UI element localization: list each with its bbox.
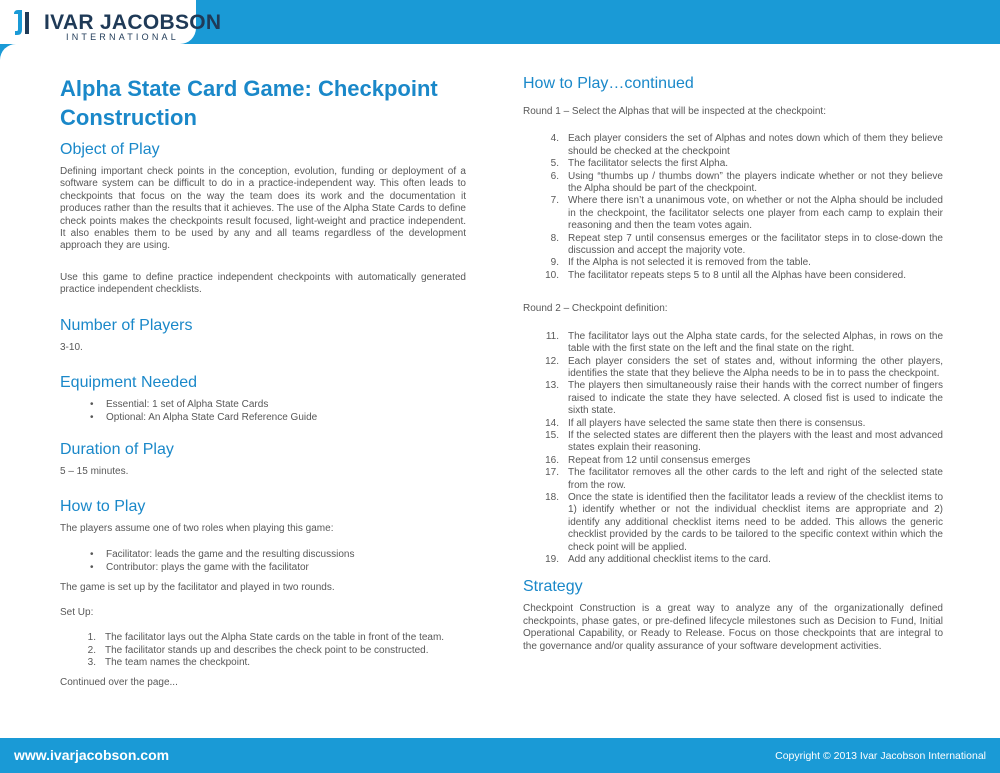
page-title: Alpha State Card Game: Checkpoint Construction	[60, 76, 438, 130]
round1-label: Round 1 – Select the Alphas that will be inspected at the checkpoint:	[523, 106, 826, 117]
list-item: 3. The team names the checkpoint.	[87, 657, 251, 669]
list-item: 14. If all players have selected the same state then there is consensus.	[545, 417, 866, 429]
object-paragraph-1: Defining important check points in the conception, evolution, funding or deployment of a software system can be difficult to do in a practice-independent way. This often leads to checkpoints that focus on the way the team does its work and the documentation it produces rather than the results that it achieves. The use of the Alpha State Cards to define check points makes the checkpoints result focused, light-weight and practice independent. It also enables them to be used by any and all teams regardless of the development approach they are using.	[60, 166, 466, 252]
list-item: 8. Repeat step 7 until consensus emerges or the facilitator steps in to close-down the discussion and accept the majority vote.	[550, 232, 943, 257]
left-column	[60, 60, 466, 696]
list-item: 16. Repeat from 12 until consensus emerges	[545, 454, 751, 466]
list-item: • Contributor: plays the game with the facilitator	[104, 562, 466, 574]
continued-note: Continued over the page...	[60, 676, 178, 688]
duration-value: 5 – 15 minutes.	[60, 465, 129, 477]
players-heading: Number of Players	[60, 316, 193, 334]
strategy-text: Checkpoint Construction is a great way to analyze any of the organizationally defined checkpoints, phase gates, or pre-defined lifecycle milestones such as Decision to Fund, Initial Operational Capability, or Ready to Release. Focus on those checkpoints that are integral to the governance and/or quality assurance of your software development activities.	[523, 603, 943, 652]
list-item: 7. Where there isn’t a unanimous vote, on whether or not the Alpha should be included in the checkpoint, the facilitator selects one player from each camp to explain their reasoning and then the team votes again.	[550, 195, 943, 232]
list-item: • Essential: 1 set of Alpha State Cards	[104, 399, 466, 411]
list-item: 12. Each player considers the set of states and, without informing the other players, identifies the state that they believe the Alpha needs to be in to pass the checkpoint.	[545, 355, 943, 379]
roles-list	[60, 549, 466, 575]
list-item: 15. If the selected states are different then the players with the least and most advanced states explain their reasoning.	[545, 429, 943, 454]
strategy-heading: Strategy	[523, 578, 583, 596]
howto-continued-heading: How to Play…continued	[523, 75, 694, 92]
list-item: • Optional: An Alpha State Card Reference Guide	[104, 412, 466, 424]
list-item: 1. The facilitator lays out the Alpha State cards on the table in front of the team.	[87, 632, 445, 644]
object-heading: Object of Play	[60, 141, 160, 158]
equipment-heading: Equipment Needed	[60, 374, 197, 392]
round1-steps	[523, 133, 943, 282]
logo-subtitle: INTERNATIONAL	[66, 32, 179, 42]
list-item: • Facilitator: leads the game and the resulting discussions	[104, 549, 466, 561]
setup-label: Set Up:	[60, 606, 94, 618]
list-item: 17. The facilitator removes all the other cards to the left and right of the selected state from the row.	[545, 467, 943, 491]
equipment-list	[60, 399, 466, 425]
footer-url-link[interactable]: www.ivarjacobson.com	[14, 747, 170, 763]
logo-name: IVAR JACOBSON	[44, 11, 222, 34]
list-item: 4. Each player considers the set of Alphas and notes down which of them they believe should be checked at the checkpoint	[550, 133, 943, 157]
setup-intro: The game is set up by the facilitator and played in two rounds.	[60, 581, 335, 593]
list-item: 6. Using “thumbs up / thumbs down” the players indicate whether or not they believe the Alpha should be part of the checkpoint.	[550, 170, 943, 195]
list-item: 18. Once the state is identified then the facilitator leads a review of the checklist items to 1) identify whether or not the individual checklist items are appropriate and 2) identify any additional checklist items need to be added. This allows the generic checklist provided by the cards to be tailored to the specific context within which the check point will be applied.	[545, 491, 943, 553]
list-item: 5. The facilitator selects the first Alpha.	[550, 158, 729, 170]
list-item: 10. The facilitator repeats steps 5 to 8 until all the Alphas have been considered.	[545, 269, 906, 281]
players-value: 3-10.	[60, 341, 83, 353]
list-item: 11. The facilitator lays out the Alpha state cards, for the selected Alphas, in rows on the table with the first state on the left and the final state on the right.	[545, 330, 943, 355]
howto-heading: How to Play	[60, 498, 146, 516]
setup-steps	[60, 632, 466, 669]
logo-mark-icon	[10, 8, 40, 38]
round2-label: Round 2 – Checkpoint definition:	[523, 303, 668, 315]
duration-heading: Duration of Play	[60, 440, 174, 458]
list-item: 13. The players then simultaneously raise their hands with the correct number of fingers raised to indicate the state they have selected. A closed fist is used to indicate the sixth state.	[545, 380, 943, 417]
round2-steps	[523, 331, 943, 567]
howto-intro: The players assume one of two roles when playing this game:	[60, 523, 334, 535]
right-column	[523, 60, 943, 660]
footer-copyright: Copyright © 2013 Ivar Jacobson International	[775, 750, 986, 762]
list-item: 2. The facilitator stands up and describes the check point to be constructed.	[87, 644, 429, 656]
list-item: 9. If the Alpha is not selected it is removed from the table.	[550, 257, 811, 269]
list-item: 19. Add any additional checklist items to the card.	[545, 554, 771, 565]
object-paragraph-2: Use this game to define practice independent checkpoints with automatically generated practice independent checklists.	[60, 271, 466, 296]
